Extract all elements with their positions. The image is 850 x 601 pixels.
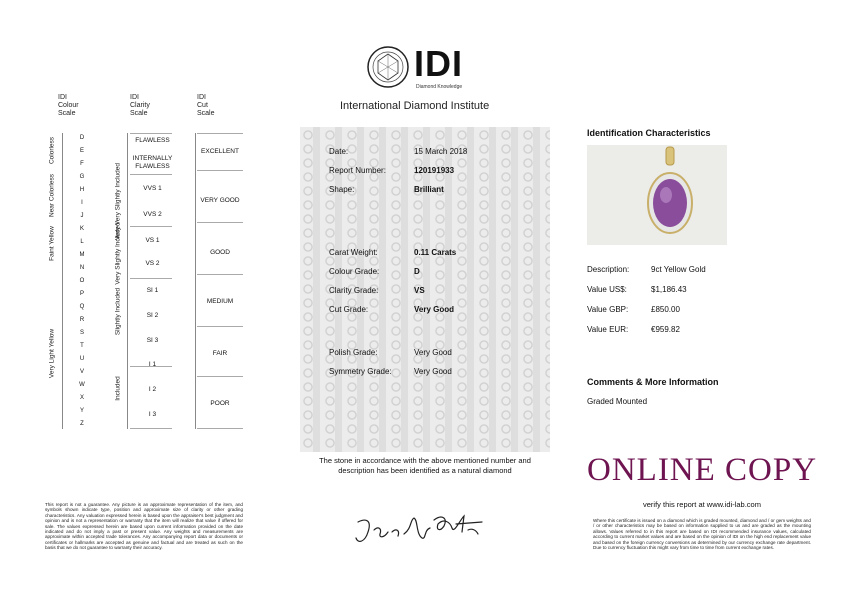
colour-grade: W — [79, 382, 85, 388]
clarity-grade: I 3 — [148, 411, 157, 418]
date-label: Date: — [329, 147, 349, 156]
value-eur-label: Value EUR: — [587, 325, 629, 334]
colour-grade: Z — [80, 421, 84, 427]
pendant-photo — [587, 145, 727, 245]
cut-grade: FAIR — [212, 350, 228, 357]
colour-grade: K — [79, 226, 84, 232]
cut-grade-label: Cut Grade: — [329, 305, 369, 314]
value-usd-label: Value US$: — [587, 285, 627, 294]
colour-grade: F — [80, 161, 84, 167]
symmetry-grade-label: Symmetry Grade: — [329, 367, 392, 376]
carat-value: 0.11 Carats — [414, 248, 457, 257]
disclaimer-right: Where this certificate is issued on a diamond which is graded mounted, diamond and / or gem weights and / or other characteristics may be based on information supplied to us and are graded as the mounting allows. Values referred to in this report are based on IDI recommended insurance values, calculated according to current market values and are based on the opinion of IDI on the high end replacement value and based on the foreign currency conversions as determined by our currency exchange rate department. Due to currency fluctuation this might vary from time to time from current exchange rates. — [593, 518, 811, 551]
online-copy-stamp: ONLINE COPY — [587, 452, 818, 488]
cut-grade: POOR — [210, 400, 230, 407]
clarity-grade: I 2 — [148, 386, 157, 393]
colour-grade: S — [79, 330, 84, 336]
clarity-grade: I 1 — [148, 361, 157, 368]
colour-grade: J — [80, 213, 84, 219]
comments-body: Graded Mounted — [587, 397, 648, 406]
clarity-grade: SI 1 — [146, 287, 159, 294]
clarity-group-label: Included — [114, 376, 122, 401]
clarity-grade: SI 2 — [146, 312, 159, 319]
identification-title: Identification Characteristics — [587, 128, 711, 138]
value-gbp-label: Value GBP: — [587, 305, 629, 314]
clarity-grade: VS 1 — [145, 237, 160, 244]
clarity-group-label: Very Slightly Included — [114, 222, 122, 285]
clarity-grade: FLAWLESS — [135, 137, 170, 144]
value-usd: $1,186.43 — [651, 285, 687, 294]
colour-grade: E — [79, 148, 84, 154]
idi-seal-logo — [366, 45, 410, 89]
colour-grade: O — [79, 278, 85, 284]
colour-group-label: Colorless — [48, 136, 56, 165]
natural-diamond-statement: The stone in accordance with the above mentioned number and description has been identified as a natural diamond — [319, 456, 531, 475]
report-number-label: Report Number: — [329, 166, 386, 175]
description-value: 9ct Yellow Gold — [651, 265, 706, 274]
cut-grade-value: Very Good — [414, 305, 455, 314]
symmetry-grade-value: Very Good — [414, 367, 452, 376]
colour-grade: V — [79, 369, 84, 375]
colour-grade: I — [81, 200, 83, 206]
clarity-grade: VS 2 — [145, 260, 160, 267]
colour-grade: T — [80, 343, 84, 349]
clarity-grade: INTERNALLY FLAWLESS — [132, 155, 173, 170]
cut-grade: VERY GOOD — [200, 197, 240, 204]
carat-label: Carat Weight: — [329, 248, 378, 257]
colour-scale-heading: IDI Colour Scale — [58, 94, 79, 117]
colour-grade: G — [79, 174, 85, 180]
value-eur: €959.82 — [651, 325, 680, 334]
colour-grade-label: Colour Grade: — [329, 267, 380, 276]
description-label: Description: — [587, 265, 630, 274]
cut-scale-heading: IDI Cut Scale — [197, 94, 215, 117]
colour-grade: Y — [79, 408, 84, 414]
disclaimer-left: This report is not a guarantee. Any picture is an approximate representation of the item, and symbols shown indicate type, position and approximate size of clarity or other grading characteristics. Any valuation expressed herein is based upon the appraiser's best judgment and opinion and is not a representation or warranty that the item will realize that value if offered for sale. The values expressed herein are based upon current information provided on the date indicated and do not imply a past or present value. Any weights and measurements are approximate within accepted trade tolerances. Any accompanying report data or documents or certificates or hallmarks are accepted as genuine and factual and are treated as such on the basis that we do not guarantee to warranty their accuracy. — [45, 502, 243, 551]
date-value: 15 March 2018 — [414, 147, 468, 156]
colour-grade: N — [79, 265, 85, 271]
colour-grade: U — [79, 356, 85, 362]
signature — [352, 510, 492, 550]
clarity-scale-heading: IDI Clarity Scale — [130, 94, 150, 117]
logo-text: IDI — [414, 43, 464, 84]
clarity-grade: VVS 1 — [143, 185, 162, 192]
clarity-grade-value: VS — [414, 286, 425, 295]
shape-value: Brilliant — [414, 185, 444, 194]
colour-grade: M — [79, 252, 85, 258]
polish-grade-value: Very Good — [414, 348, 452, 357]
colour-grade: H — [79, 187, 85, 193]
pendant-image — [587, 145, 727, 245]
colour-grade: R — [79, 317, 85, 323]
verify-link[interactable]: verify this report at www.idi-lab.com — [643, 500, 761, 509]
polish-grade-label: Polish Grade: — [329, 348, 378, 357]
colour-grade: D — [79, 135, 85, 141]
clarity-grade-label: Clarity Grade: — [329, 286, 379, 295]
colour-grade-value: D — [414, 267, 420, 276]
clarity-grade: SI 3 — [146, 337, 159, 344]
colour-grade: L — [80, 239, 84, 245]
colour-grade: P — [79, 291, 84, 297]
clarity-group-label: Very Very Slightly Included — [114, 163, 122, 240]
cut-grade: GOOD — [210, 249, 230, 256]
clarity-group-label: Slightly Included — [114, 287, 122, 336]
colour-group-label: Faint Yellow — [48, 226, 56, 261]
shape-label: Shape: — [329, 185, 355, 194]
colour-group-label: Very Light Yellow — [48, 328, 56, 379]
colour-grade: X — [79, 395, 84, 401]
report-number-value: 120191933 — [414, 166, 455, 175]
colour-grade: Q — [79, 304, 85, 310]
cut-grade: EXCELLENT — [201, 148, 239, 155]
colour-group-label: Near Colorless — [48, 174, 56, 217]
logo-subtitle: Diamond Knowledge — [416, 84, 463, 90]
cut-grade: MEDIUM — [206, 298, 234, 305]
value-gbp: £850.00 — [651, 305, 680, 314]
comments-title: Comments & More Information — [587, 377, 719, 387]
institute-name: International Diamond Institute — [340, 100, 490, 112]
clarity-grade: VVS 2 — [143, 211, 162, 218]
